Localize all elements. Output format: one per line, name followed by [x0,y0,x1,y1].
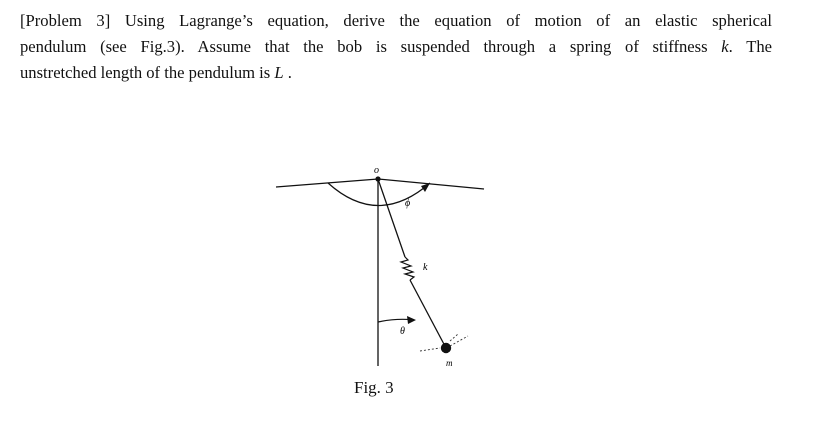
problem-line-3-text: unstretched length of the pendulum is [20,63,271,82]
mass-dash-right [450,336,468,346]
problem-label: [Problem 3] [20,11,111,30]
problem-line-2-text: pendulum (see Fig.3). Assume that the bob is suspended through a spring of stiffness [20,37,708,56]
horizontal-line-right [378,179,484,189]
phi-label: ϕ [405,198,411,209]
spring-coil [401,257,414,280]
mass-dash-left [420,348,440,351]
figure-caption: Fig. 3 [354,378,394,397]
spring-label: k [423,262,428,273]
problem-line-1-text: Using Lagrange’s equation, derive the equation of motion of an elastic spherical [124,11,772,30]
stiffness-variable: k [721,37,729,56]
phi-arc-arrowhead [421,183,430,192]
mass-label: m [446,358,453,368]
mass-dash-short [450,334,458,341]
pendulum-rod-lower [410,280,446,348]
theta-label: θ [400,326,405,337]
pivot-point [375,176,380,181]
phi-arc [328,183,430,206]
problem-line-2-end: . The [728,37,772,56]
horizontal-line-left [276,179,378,187]
problem-line-3-end: . [287,63,292,82]
length-variable: L [274,63,284,82]
pivot-label: o [374,165,379,176]
mass-bob [441,343,451,353]
pendulum-rod-upper [378,179,405,257]
theta-arc-arrowhead [407,316,416,324]
